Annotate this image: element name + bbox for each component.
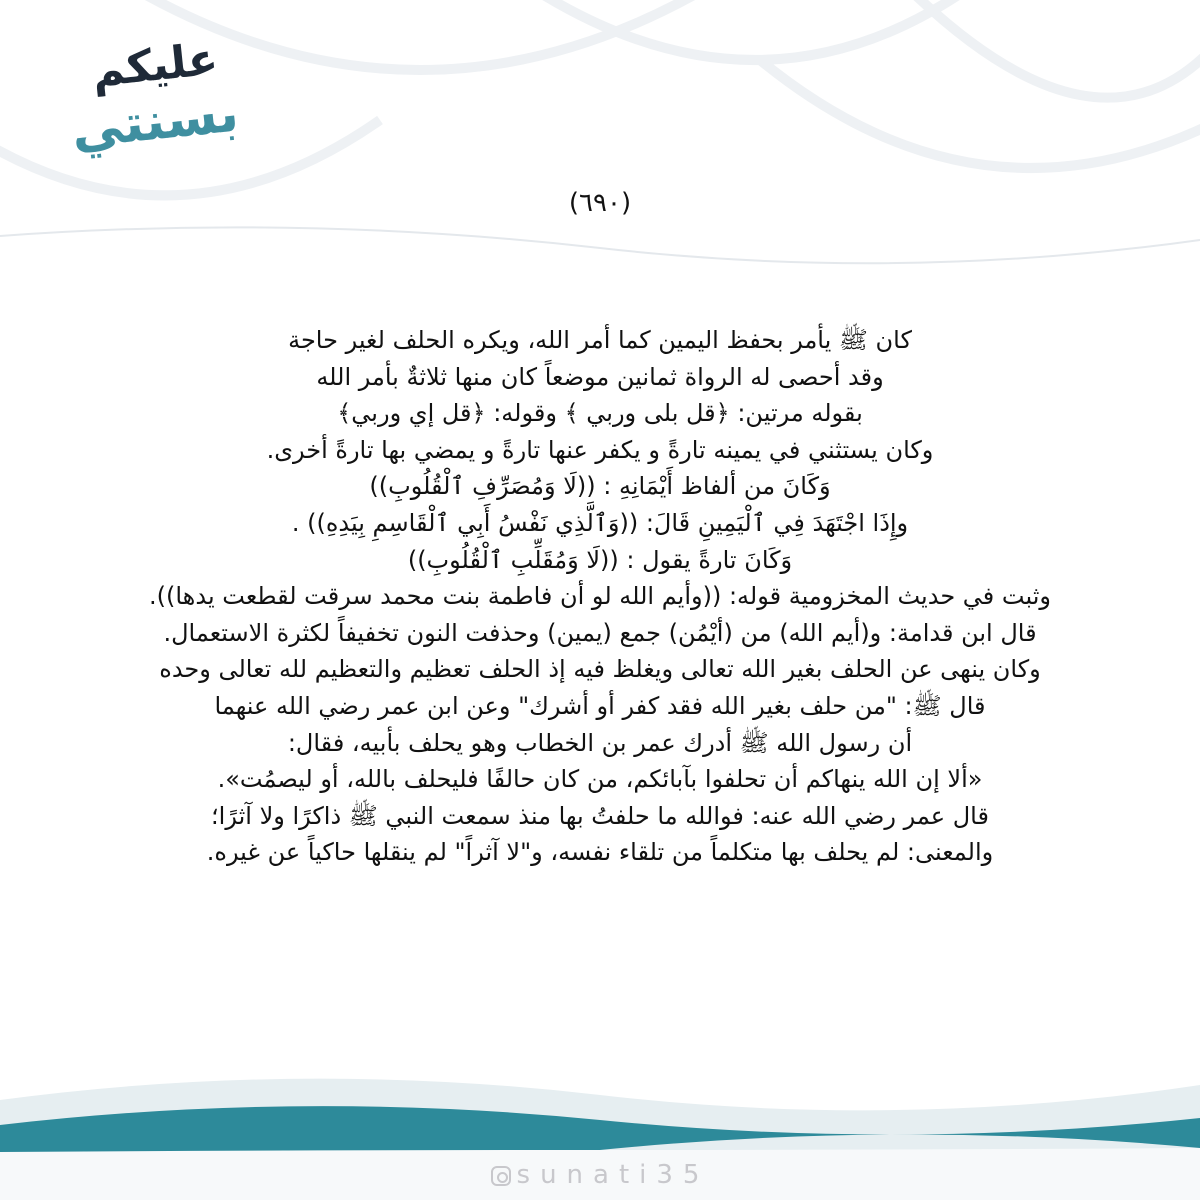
- logo-text-bottom: بسنتي: [68, 83, 242, 161]
- body-paragraph: [120, 322, 1080, 871]
- paragraph-line: وكان ينهى عن الحلف بغير الله تعالى ويغلظ فيه إذ الحلف تعظيم والتعظيم لله تعالى وحده: [159, 655, 1041, 684]
- paragraph-line: قال ابن قدامة: و(أيم الله) من (أيْمُن) جمع (يمين) وحذفت النون تخفيفاً لكثرة الاستعمال.: [163, 618, 1037, 647]
- paragraph-line: وثبت في حديث المخزومية قوله: ((وأيم الله لو أن فاطمة بنت محمد سرقت لقطعت يدها)).: [149, 582, 1051, 611]
- paragraph-line: أن رسول الله ﷺ أدرك عمر بن الخطاب وهو يحلف بأبيه، فقال:: [287, 728, 913, 757]
- paragraph-line: «ألا إن الله ينهاكم أن تحلفوا بآبائكم، من كان حالفًا فليحلف بالله، أو ليصمُت».: [217, 765, 983, 794]
- paragraph-line: قال عمر رضي الله عنه: فوالله ما حلفتُ بها منذ سمعت النبي ﷺ ذاكرًا ولا آثرًا؛: [211, 801, 989, 830]
- brand-logo: [68, 33, 242, 200]
- handle-text: sunati35: [516, 1160, 710, 1190]
- instagram-icon: [491, 1166, 511, 1186]
- paragraph-line: وإِذَا اجْتَهَدَ فِي ٱلْيَمِينِ قَالَ: ((وَٱلَّذِي نَفْسُ أَبِي ٱلْقَاسِمِ بِيَدِهِ)) .: [291, 508, 909, 537]
- post-number: (٦٩٠): [568, 188, 632, 218]
- social-handle: [0, 1160, 1200, 1190]
- paragraph-line: بقوله مرتين: ﴿قل بلى وربي ﴾ وقوله: ﴿قل إي وربي﴾: [337, 399, 863, 428]
- logo-text-top: عليكم: [89, 33, 221, 98]
- paragraph-line: وَكَانَ تارةً يقول : ((لَا وَمُقَلِّبِ ٱلْقُلُوبِ)): [407, 545, 793, 574]
- paragraph-line: وقد أحصى له الرواة ثمانين موضعاً كان منها ثلاثةٌ بأمر الله: [316, 362, 884, 391]
- paragraph-line: قال ﷺ: "من حلف بغير الله فقد كفر أو أشرك" وعن ابن عمر رضي الله عنهما: [214, 691, 986, 720]
- paragraph-line: وكان يستثني في يمينه تارةً و يكفر عنها تارةً و يمضي بها تارةً أخرى.: [266, 435, 934, 464]
- paragraph-line: والمعنى: لم يحلف بها متكلماً من تلقاء نفسه، و"لا آثراً" لم ينقلها حاكياً عن غيره.: [206, 838, 994, 867]
- paragraph-line: وَكَانَ من ألفاظ أَيْمَانِهِ : ((لَا وَمُصَرِّفِ ٱلْقُلُوبِ)): [369, 472, 831, 501]
- paragraph-line: كان ﷺ يأمر بحفظ اليمين كما أمر الله، ويكره الحلف لغير حاجة: [288, 326, 912, 354]
